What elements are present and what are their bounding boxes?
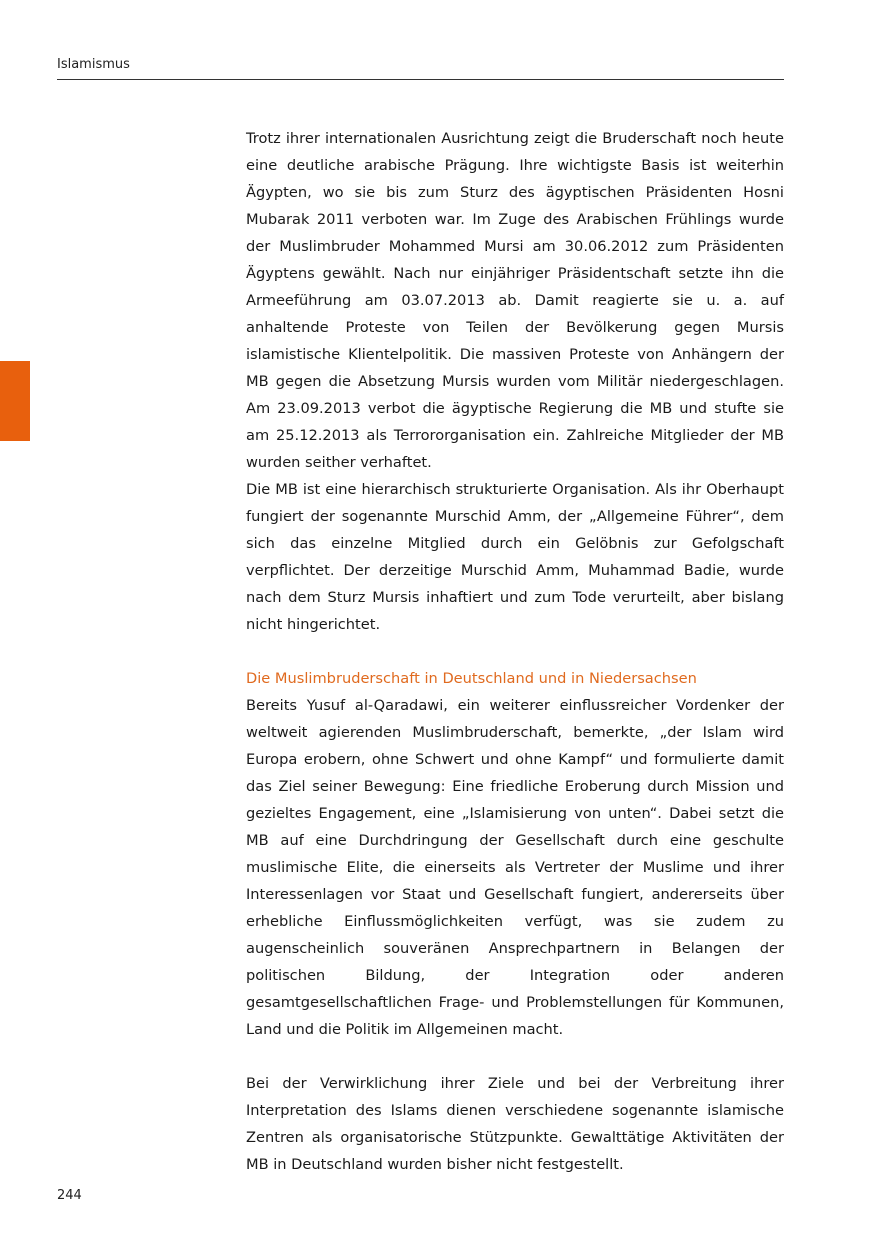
paragraph-qaradawi: Bereits Yusuf al-Qaradawi, ein weiterer einflussreicher Vordenker der weltweit agierenden Muslimbruderschaft, bemerkte, „der Islam wird Europa erobern, ohne Schwert und ohne Kampf“ und formulierte damit das Ziel seiner Bewegung: Eine friedliche Eroberung durch Mission und gezieltes Engagement, eine „Islamisierung von unten“. Dabei setzt die MB auf eine Durchdringung der Gesellschaft durch eine geschulte muslimische Elite, die einerseits als Vertreter der Muslime und ihrer Interessenlagen vor Staat und Gesellschaft fungiert, andererseits über erhebliche Einflussmöglichkeiten verfügt, was sie zudem zu augenscheinlich souveränen Ansprechpartnern in Belangen der politischen Bildung, der Integration oder anderen gesamtgesellschaftlichen Frage- und Problemstellungen für Kommunen, Land und die Politik im Allgemeinen macht.: [246, 697, 784, 1038]
paragraph-egypt-history: Trotz ihrer internationalen Ausrichtung zeigt die Bruderschaft noch heute eine deutliche arabische Prägung. Ihre wichtigste Basis ist weiterhin Ägypten, wo sie bis zum Sturz des ägyptischen Präsidenten Hosni Mubarak 2011 verboten war. Im Zuge des Arabischen Frühlings wurde der Muslimbruder Mohammed Mursi am 30.06.2012 zum Präsidenten Ägyptens gewählt. Nach nur einjähriger Präsidentschaft setzte ihn die Armeeführung am 03.07.2013 ab. Damit reagierte sie u. a. auf anhaltende Proteste von Teilen der Bevölkerung gegen Mursis islamistische Klientelpolitik. Die massiven Proteste von Anhängern der MB gegen die Absetzung Mursis wurden vom Militär niedergeschlagen. Am 23.09.2013 verbot die ägyptische Regierung die MB und stufte sie am 25.12.2013 als Terrororganisation ein. Zahlreiche Mitglieder der MB wurden seither verhaftet.: [246, 130, 784, 471]
paragraph-organisation: Die MB ist eine hierarchisch strukturierte Organisation. Als ihr Oberhaupt fungiert der sogenannte Murschid Amm, der „Allgemeine Führer“, dem sich das einzelne Mitglied durch ein Gelöbnis zur Gefolgschaft verpflichtet. Der derzeitige Murschid Amm, Muhammad Badie, wurde nach dem Sturz Mursis inhaftiert und zum Tode verurteilt, aber bislang nicht hingerichtet.: [246, 481, 784, 633]
body-text: [246, 125, 784, 1178]
running-head: Islamismus: [57, 57, 130, 72]
page-number: 244: [57, 1188, 82, 1203]
paragraph-islamic-centres: Bei der Verwirklichung ihrer Ziele und bei der Verbreitung ihrer Interpretation des Islams dienen verschiedene sogenannte islamische Zentren als organisatorische Stützpunkte. Gewalttätige Aktivitäten der MB in Deutschland wurden bisher nicht festgestellt.: [246, 1075, 784, 1173]
header-rule: [57, 79, 784, 80]
chapter-tab-marker: [0, 361, 30, 441]
section-heading: Die Muslimbruderschaft in Deutschland und in Niedersachsen: [246, 670, 697, 687]
